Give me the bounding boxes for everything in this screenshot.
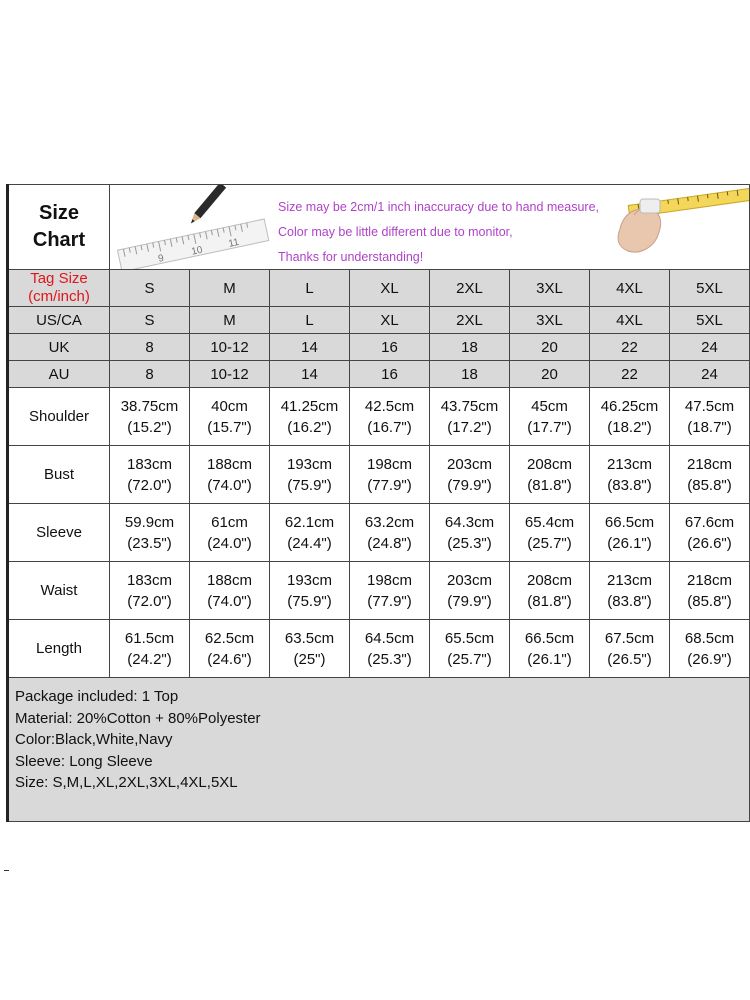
inch-value: (15.7") <box>207 418 252 436</box>
cm-value: 218cm <box>686 455 733 473</box>
cm-value: 67.6cm <box>684 513 735 531</box>
cm-value: 66.5cm <box>604 513 655 531</box>
inch-value: (85.8") <box>687 592 732 610</box>
cm-value: 213cm <box>606 455 653 473</box>
cm-value: 61.5cm <box>124 629 175 647</box>
color-options: Color:Black,White,Navy <box>15 731 173 748</box>
waist-cell <box>430 562 510 620</box>
cm-value: 208cm <box>526 455 573 473</box>
header-row <box>8 185 750 270</box>
length-cell <box>350 620 430 678</box>
uk-label: UK <box>8 334 110 361</box>
au-cell: 10-12 <box>190 361 270 388</box>
sleeve-cell <box>350 504 430 562</box>
bust-cell <box>190 446 270 504</box>
au-label: AU <box>8 361 110 388</box>
measurement-notes <box>278 195 599 269</box>
sleeve-cell <box>190 504 270 562</box>
shoulder-cell <box>590 388 670 446</box>
waist-cell <box>590 562 670 620</box>
ruler-number-11: 11 <box>227 236 241 250</box>
shoulder-row <box>8 388 750 446</box>
corner-mark <box>4 870 9 871</box>
cm-value: 38.75cm <box>120 397 179 415</box>
sleeve-label: Sleeve <box>8 504 110 562</box>
sleeve-cell <box>510 504 590 562</box>
size-range: Size: S,M,L,XL,2XL,3XL,4XL,5XL <box>15 774 238 791</box>
tag-size-cell: S <box>110 270 190 307</box>
tag-size-cell: 2XL <box>430 270 510 307</box>
cm-value: 63.5cm <box>284 629 335 647</box>
au-cell: 22 <box>590 361 670 388</box>
inch-value: (24.2") <box>127 650 172 668</box>
au-cell: 18 <box>430 361 510 388</box>
uk-row <box>8 334 750 361</box>
cm-value: 46.25cm <box>600 397 659 415</box>
bust-cell <box>670 446 750 504</box>
note-thanks: Thanks for understanding! <box>278 250 424 264</box>
inch-value: (74.0") <box>207 476 252 494</box>
au-cell: 8 <box>110 361 190 388</box>
length-row <box>8 620 750 678</box>
au-cell: 16 <box>350 361 430 388</box>
material: Material: 20%Cotton + 80%Polyester <box>15 709 261 727</box>
sleeve-cell <box>430 504 510 562</box>
cm-value: 198cm <box>366 571 413 589</box>
inch-value: (25.3") <box>367 650 412 668</box>
us-ca-cell: 4XL <box>590 307 670 334</box>
uk-cell: 10-12 <box>190 334 270 361</box>
length-cell <box>190 620 270 678</box>
us-ca-cell: M <box>190 307 270 334</box>
cm-value: 213cm <box>606 571 653 589</box>
title-line-1: Size <box>38 202 80 224</box>
cm-value: 62.5cm <box>204 629 255 647</box>
title-line-2: Chart <box>32 229 86 251</box>
size-chart <box>6 184 750 815</box>
bust-cell <box>350 446 430 504</box>
cm-value: 64.3cm <box>444 513 495 531</box>
cm-value: 65.5cm <box>444 629 495 647</box>
inch-value: (15.2") <box>127 418 172 436</box>
au-row <box>8 361 750 388</box>
inch-value: (17.2") <box>447 418 492 436</box>
cm-value: 64.5cm <box>364 629 415 647</box>
cm-value: 203cm <box>446 455 493 473</box>
waist-cell <box>670 562 750 620</box>
inch-value: (25.3") <box>447 534 492 552</box>
shoulder-cell <box>670 388 750 446</box>
length-cell <box>670 620 750 678</box>
cm-value: 65.4cm <box>524 513 575 531</box>
sleeve-cell <box>670 504 750 562</box>
length-cell <box>510 620 590 678</box>
tag-size-label <box>8 270 110 307</box>
inch-value: (74.0") <box>207 592 252 610</box>
length-cell <box>110 620 190 678</box>
ruler-number-10: 10 <box>190 244 204 258</box>
bust-row <box>8 446 750 504</box>
cm-value: 198cm <box>366 455 413 473</box>
inch-value: (24.0") <box>207 534 252 552</box>
inch-value: (81.8") <box>527 476 572 494</box>
inch-value: (18.7") <box>687 418 732 436</box>
note-accuracy: Size may be 2cm/1 inch inaccuracy due to hand measure, <box>278 200 600 214</box>
shoulder-cell <box>510 388 590 446</box>
inch-value: (85.8") <box>687 476 732 494</box>
cm-value: 203cm <box>446 571 493 589</box>
inch-value: (23.5") <box>127 534 172 552</box>
inch-value: (25.7") <box>527 534 572 552</box>
shoulder-cell <box>110 388 190 446</box>
shoulder-cell <box>270 388 350 446</box>
package-info-row <box>8 678 750 822</box>
uk-cell: 16 <box>350 334 430 361</box>
cm-value: 63.2cm <box>364 513 415 531</box>
cm-value: 188cm <box>206 455 253 473</box>
waist-cell <box>110 562 190 620</box>
bust-cell <box>270 446 350 504</box>
length-label: Length <box>8 620 110 678</box>
us-ca-cell: 2XL <box>430 307 510 334</box>
inch-value: (26.1") <box>607 534 652 552</box>
cm-value: 193cm <box>286 455 333 473</box>
sleeve-cell <box>110 504 190 562</box>
tag-size-cell: L <box>270 270 350 307</box>
cm-value: 41.25cm <box>280 397 339 415</box>
length-cell <box>430 620 510 678</box>
us-ca-cell: 5XL <box>670 307 750 334</box>
cm-value: 183cm <box>126 455 173 473</box>
cm-value: 62.1cm <box>284 513 335 531</box>
sleeve-cell <box>590 504 670 562</box>
inch-value: (26.5") <box>607 650 652 668</box>
shoulder-cell <box>430 388 510 446</box>
shoulder-cell <box>190 388 270 446</box>
inch-value: (25.7") <box>447 650 492 668</box>
tag-size-row <box>8 270 750 307</box>
inch-value: (26.1") <box>527 650 572 668</box>
shoulder-label: Shoulder <box>8 388 110 446</box>
bust-cell <box>590 446 670 504</box>
us-ca-cell: S <box>110 307 190 334</box>
bust-cell <box>510 446 590 504</box>
inch-value: (83.8") <box>607 592 652 610</box>
inch-value: (83.8") <box>607 476 652 494</box>
cm-value: 42.5cm <box>364 397 415 415</box>
inch-value: (26.9") <box>687 650 732 668</box>
bust-label: Bust <box>8 446 110 504</box>
au-cell: 24 <box>670 361 750 388</box>
inch-value: (26.6") <box>687 534 732 552</box>
cm-value: 40cm <box>211 397 248 415</box>
inch-value: (16.2") <box>287 418 332 436</box>
shoulder-cell <box>350 388 430 446</box>
waist-cell <box>270 562 350 620</box>
inch-value: (75.9") <box>287 592 332 610</box>
inch-value: (81.8") <box>527 592 572 610</box>
tag-size-label-line-1: Tag Size <box>30 270 88 287</box>
cm-value: 188cm <box>206 571 253 589</box>
tag-size-cell: 3XL <box>510 270 590 307</box>
inch-value: (77.9") <box>367 592 412 610</box>
inch-value: (79.9") <box>447 592 492 610</box>
length-cell <box>590 620 670 678</box>
uk-cell: 8 <box>110 334 190 361</box>
size-chart-table <box>6 184 750 822</box>
inch-value: (17.7") <box>527 418 572 436</box>
inch-value: (24.6") <box>207 650 252 668</box>
tag-size-cell: 4XL <box>590 270 670 307</box>
cm-value: 183cm <box>126 571 173 589</box>
us-ca-label: US/CA <box>8 307 110 334</box>
inch-value: (72.0") <box>127 592 172 610</box>
us-ca-cell: 3XL <box>510 307 590 334</box>
tag-size-cell: M <box>190 270 270 307</box>
inch-value: (79.9") <box>447 476 492 494</box>
cm-value: 218cm <box>686 571 733 589</box>
cm-value: 45cm <box>531 397 568 415</box>
tag-size-cell: 5XL <box>670 270 750 307</box>
uk-cell: 20 <box>510 334 590 361</box>
size-chart-title <box>8 185 110 270</box>
us-ca-cell: XL <box>350 307 430 334</box>
cm-value: 61cm <box>211 513 248 531</box>
header-banner <box>110 185 750 270</box>
waist-label: Waist <box>8 562 110 620</box>
bust-cell <box>430 446 510 504</box>
cm-value: 59.9cm <box>124 513 175 531</box>
inch-value: (75.9") <box>287 476 332 494</box>
tag-size-cell: XL <box>350 270 430 307</box>
waist-row <box>8 562 750 620</box>
uk-cell: 22 <box>590 334 670 361</box>
hand-tape-measure-illustration <box>600 185 749 269</box>
ruler-number-9: 9 <box>157 252 165 265</box>
cm-value: 67.5cm <box>604 629 655 647</box>
sleeve-type: Sleeve: Long Sleeve <box>15 752 153 770</box>
cm-value: 43.75cm <box>440 397 499 415</box>
inch-value: (72.0") <box>127 476 172 494</box>
cm-value: 47.5cm <box>684 397 735 415</box>
inch-value: (24.8") <box>367 534 412 552</box>
au-cell: 14 <box>270 361 350 388</box>
cm-value: 193cm <box>286 571 333 589</box>
uk-cell: 14 <box>270 334 350 361</box>
us-ca-cell: L <box>270 307 350 334</box>
inch-value: (16.7") <box>367 418 412 436</box>
tag-size-label-line-2: (cm/inch) <box>28 288 90 305</box>
uk-cell: 24 <box>670 334 750 361</box>
inch-value: (24.4") <box>287 534 332 552</box>
inch-value: (18.2") <box>607 418 652 436</box>
cm-value: 68.5cm <box>684 629 735 647</box>
waist-cell <box>190 562 270 620</box>
cm-value: 66.5cm <box>524 629 575 647</box>
uk-cell: 18 <box>430 334 510 361</box>
waist-cell <box>350 562 430 620</box>
ruler-pencil-illustration <box>110 185 270 269</box>
cm-value: 208cm <box>526 571 573 589</box>
inch-value: (77.9") <box>367 476 412 494</box>
package-info <box>8 678 750 822</box>
au-cell: 20 <box>510 361 590 388</box>
package-included: Package included: 1 Top <box>15 688 179 705</box>
bust-cell <box>110 446 190 504</box>
note-color: Color may be little different due to monitor, <box>278 225 513 239</box>
sleeve-row <box>8 504 750 562</box>
us-ca-row <box>8 307 750 334</box>
inch-value: (25") <box>293 650 326 668</box>
waist-cell <box>510 562 590 620</box>
sleeve-cell <box>270 504 350 562</box>
length-cell <box>270 620 350 678</box>
